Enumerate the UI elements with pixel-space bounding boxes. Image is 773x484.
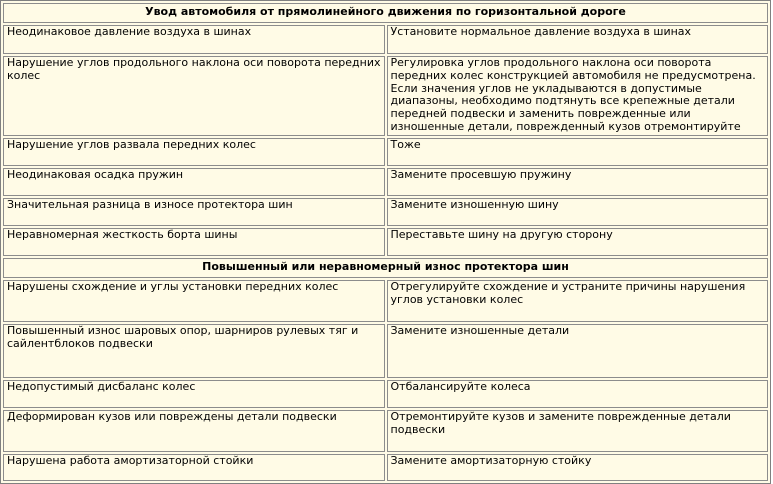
table-row <box>3 380 768 408</box>
cause-cell: Повышенный износ шаровых опор, шарниров рулевых тяг и сайлентблоков подвески <box>3 324 385 378</box>
table-row <box>3 25 768 54</box>
remedy-cell: Переставьте шину на другую сторону <box>387 228 769 256</box>
table-row <box>3 454 768 481</box>
cause-cell: Нарушение углов развала передних колес <box>3 138 385 166</box>
cause-cell: Неравномерная жесткость борта шины <box>3 228 385 256</box>
cause-cell: Деформирован кузов или повреждены детали подвески <box>3 410 385 452</box>
remedy-cell: Замените амортизаторную стойку <box>387 454 769 481</box>
cause-cell: Неодинаковое давление воздуха в шинах <box>3 25 385 54</box>
section-header-row <box>3 258 768 278</box>
cause-cell: Значительная разница в износе протектора шин <box>3 198 385 226</box>
table-row <box>3 168 768 196</box>
remedy-cell: Регулировка углов продольного наклона оси поворота передних колес конструкцией автомобиля не предусмотрена. Если значения углов не укладываются в допустимые диапазоны, необходимо подтянуть все крепежные детали передней подвески и заменить поврежденные или изношенные детали, поврежденный кузов отремонтируйте <box>387 56 769 136</box>
section-title: Увод автомобиля от прямолинейного движения по горизонтальной дороге <box>3 3 768 23</box>
table-row <box>3 198 768 226</box>
cause-cell: Неодинаковая осадка пружин <box>3 168 385 196</box>
cause-cell: Нарушена работа амортизаторной стойки <box>3 454 385 481</box>
remedy-cell: Отбалансируйте колеса <box>387 380 769 408</box>
remedy-cell: Отремонтируйте кузов и замените поврежденные детали подвески <box>387 410 769 452</box>
table-row <box>3 324 768 378</box>
remedy-cell: Замените изношенные детали <box>387 324 769 378</box>
table-row <box>3 138 768 166</box>
section-header-row <box>3 3 768 23</box>
table-row <box>3 56 768 136</box>
table-row <box>3 410 768 452</box>
remedy-cell: Замените изношенную шину <box>387 198 769 226</box>
remedy-cell: Отрегулируйте схождение и устраните причины нарушения углов установки колес <box>387 280 769 322</box>
remedy-cell: Тоже <box>387 138 769 166</box>
table-row <box>3 280 768 322</box>
section-title: Повышенный или неравномерный износ протектора шин <box>3 258 768 278</box>
remedy-cell: Замените просевшую пружину <box>387 168 769 196</box>
cause-cell: Нарушены схождение и углы установки передних колес <box>3 280 385 322</box>
cause-cell: Недопустимый дисбаланс колес <box>3 380 385 408</box>
cause-cell: Нарушение углов продольного наклона оси поворота передних колес <box>3 56 385 136</box>
remedy-cell: Установите нормальное давление воздуха в шинах <box>387 25 769 54</box>
table-row <box>3 228 768 256</box>
